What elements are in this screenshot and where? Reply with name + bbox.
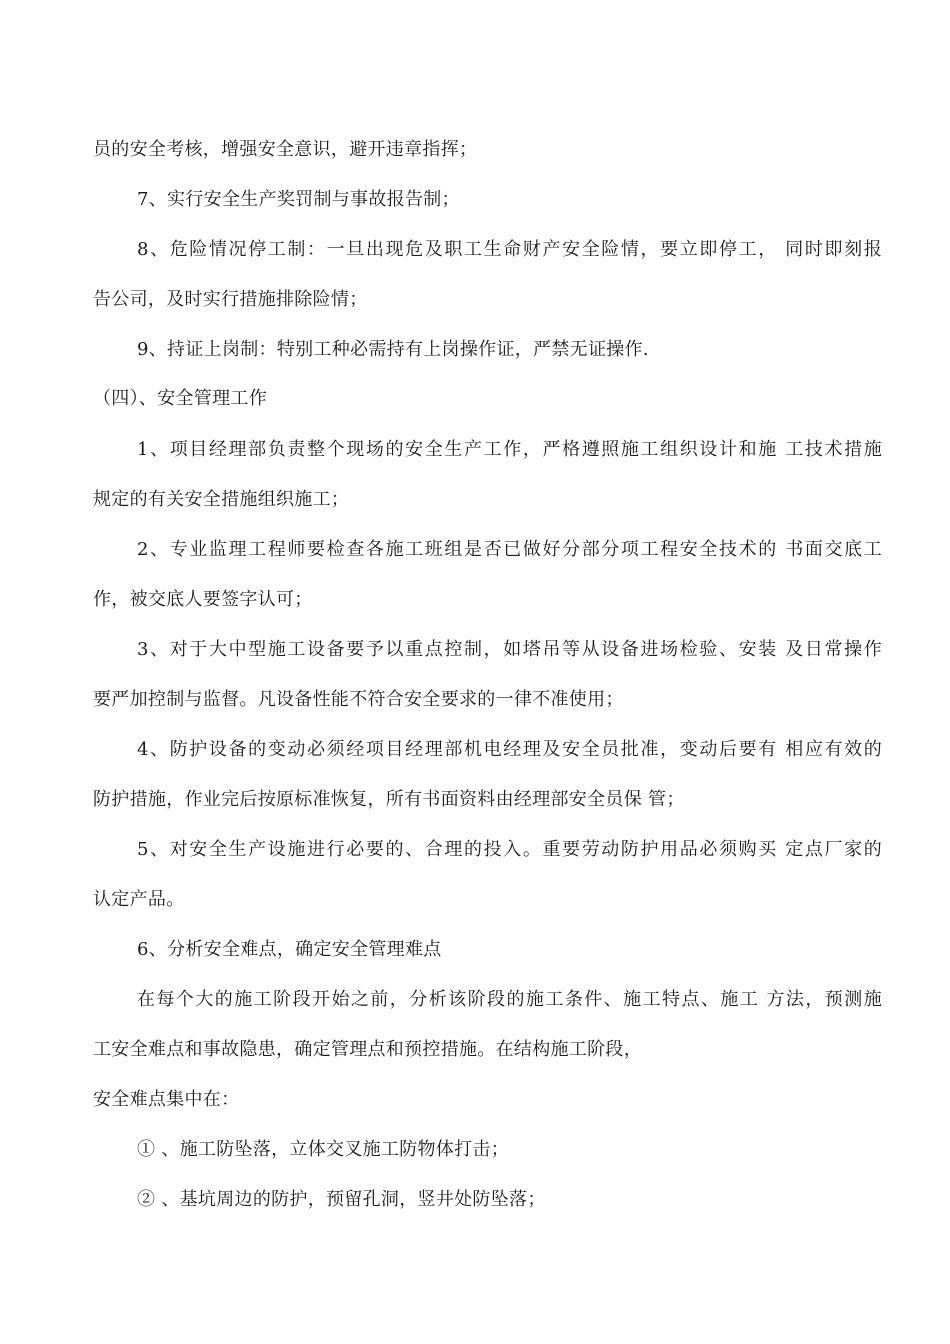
list-item: ② 、基坑周边的防护，预留孔洞，竖井处防坠落；	[137, 1189, 546, 1210]
text-line: 安全难点集中在：	[93, 1089, 240, 1110]
text-line: 作，被交底人要签字认可；	[93, 589, 313, 610]
text-line: 在每个大的施工阶段开始之前，分析该阶段的施工条件、施工特点、施工 方法，预测施	[137, 989, 882, 1010]
text-line: 8、危险情况停工制：一旦出现危及职工生命财产安全险情，要立即停工， 同时即刻报	[137, 239, 882, 260]
text-line: 4、防护设备的变动必须经项目经理部机电经理及安全员批准，变动后要有 相应有效的	[137, 739, 882, 760]
text-line: 9、持证上岗制：特别工种必需持有上岗操作证，严禁无证操作.	[137, 339, 649, 360]
text-line: 3、对于大中型施工设备要予以重点控制，如塔吊等从设备进场检验、安装 及日常操作	[137, 639, 882, 660]
text-line: 5、对安全生产设施进行必要的、合理的投入。重要劳动防护用品必须购买 定点厂家的	[137, 839, 882, 860]
text-line: 工安全难点和事故隐患，确定管理点和预控措施。在结构施工阶段，	[93, 1039, 642, 1060]
text-line: 规定的有关安全措施组织施工；	[93, 489, 350, 510]
text-line: 认定产品。	[93, 889, 185, 910]
text-line: 1、项目经理部负责整个现场的安全生产工作，严格遵照施工组织设计和施 工技术措施	[137, 439, 882, 460]
text-line: 7、实行安全生产奖罚制与事故报告制；	[137, 189, 460, 210]
text-line: 告公司，及时实行措施排除险情；	[93, 289, 368, 310]
text-line: 防护措施，作业完后按原标准恢复，所有书面资料由经理部安全员保 管；	[93, 789, 685, 810]
text-line: 要严加控制与监督。凡设备性能不符合安全要求的一律不准使用；	[93, 689, 624, 710]
text-line: 2、专业监理工程师要检查各施工班组是否已做好分部分项工程安全技术的 书面交底工	[137, 539, 882, 560]
section-heading: （四）、安全管理工作	[93, 388, 267, 409]
list-item: ① 、施工防坠落，立体交叉施工防物体打击；	[137, 1139, 510, 1160]
text-line: 员的安全考核，增强安全意识，避开违章指挥；	[93, 139, 478, 160]
text-line: 6、分析安全难点，确定安全管理难点	[137, 939, 442, 960]
